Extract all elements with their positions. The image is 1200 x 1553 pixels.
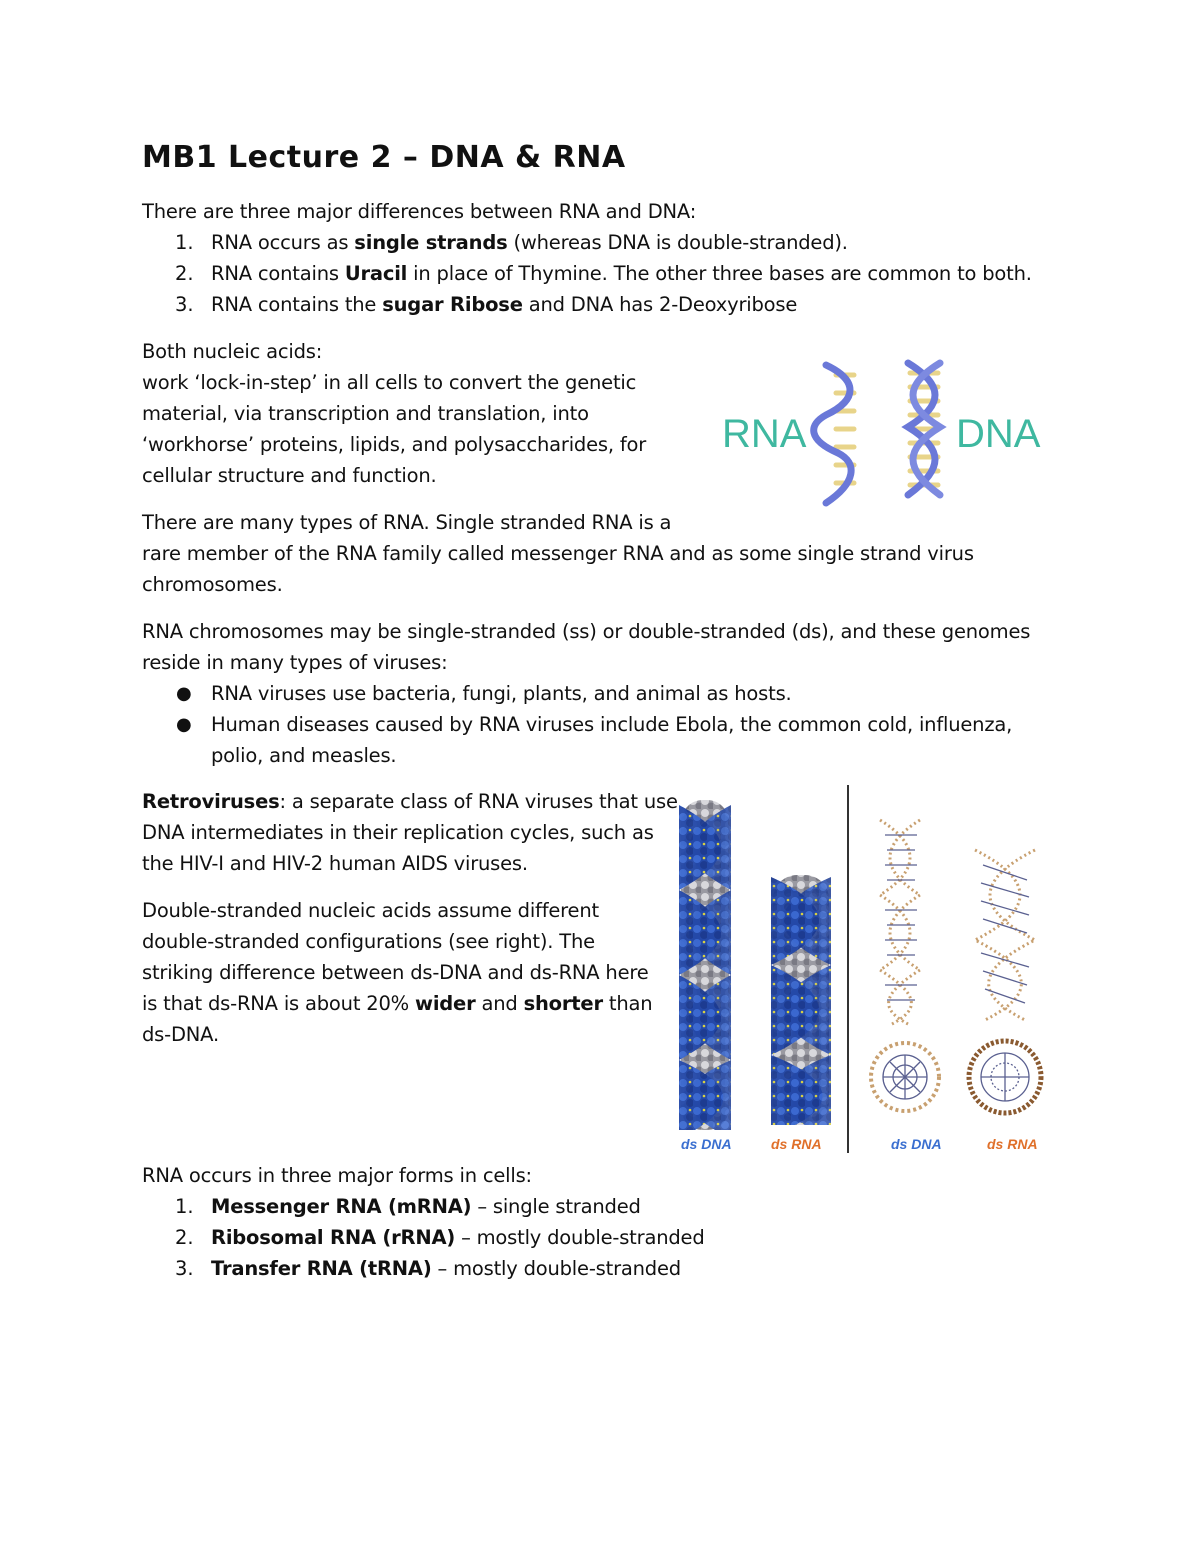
paragraph-line: cellular structure and function. (142, 464, 437, 487)
list-item: RNA contains Uracil in place of Thymine. The other three bases are common to both. (211, 262, 1032, 285)
rna-dna-helix-figure (718, 355, 1048, 510)
paragraph-line: the HIV-I and HIV-2 human AIDS viruses. (142, 852, 528, 875)
ds-dna-stick-model (871, 820, 939, 1111)
paragraph-line: ds-DNA. (142, 1023, 219, 1046)
page-title: MB1 Lecture 2 – DNA & RNA (142, 140, 626, 175)
list-item: RNA occurs as single strands (whereas DNA is double-stranded). (211, 231, 848, 254)
ds-rna-label: ds RNA (987, 1136, 1038, 1152)
forms-intro: RNA occurs in three major forms in cells: (142, 1164, 532, 1187)
intro-text: There are three major differences between RNA and DNA: (142, 200, 697, 223)
list-item: RNA contains the sugar Ribose and DNA has 2-Deoxyribose (211, 293, 798, 316)
ds-rna-label: ds RNA (771, 1136, 822, 1152)
paragraph-line: There are many types of RNA. Single stranded RNA is a (142, 511, 672, 534)
ds-rna-spacefill-model (771, 875, 831, 1125)
ds-dna-label: ds DNA (681, 1136, 732, 1152)
bullet-icon: ● (176, 714, 192, 735)
ds-helix-comparison-figure (665, 785, 1085, 1160)
paragraph-line: work ‘lock-in-step’ in all cells to convert the genetic (142, 371, 637, 394)
ds-rna-stick-model (969, 850, 1041, 1113)
list-number: 2. (175, 1226, 194, 1249)
paragraph-line: RNA chromosomes may be single-stranded (ss) or double-stranded (ds), and these genomes (142, 620, 1031, 643)
list-item: Ribosomal RNA (rRNA) – mostly double-stranded (211, 1226, 705, 1249)
paragraph-line: double-stranded configurations (see right). The (142, 930, 595, 953)
list-item: Human diseases caused by RNA viruses include Ebola, the common cold, influenza, (211, 713, 1013, 736)
list-number: 3. (175, 293, 194, 316)
bullet-icon: ● (176, 683, 192, 704)
ds-dna-spacefill-model (679, 800, 731, 1130)
paragraph-line: Double-stranded nucleic acids assume different (142, 899, 599, 922)
paragraph-line: ‘workhorse’ proteins, lipids, and polysaccharides, for (142, 433, 647, 456)
rna-figure-label: RNA (722, 412, 807, 456)
list-item-continuation: polio, and measles. (211, 744, 397, 767)
ds-dna-label: ds DNA (891, 1136, 942, 1152)
dna-figure-label: DNA (956, 412, 1041, 456)
list-number: 1. (175, 231, 194, 254)
paragraph-line: DNA intermediates in their replication cycles, such as (142, 821, 654, 844)
paragraph-line: is that ds-RNA is about 20% wider and shorter than (142, 992, 653, 1015)
retroviruses-line: Retroviruses: a separate class of RNA viruses that use (142, 790, 678, 813)
list-number: 2. (175, 262, 194, 285)
paragraph-line: reside in many types of viruses: (142, 651, 448, 674)
list-item: RNA viruses use bacteria, fungi, plants, and animal as hosts. (211, 682, 792, 705)
list-item: Messenger RNA (mRNA) – single stranded (211, 1195, 641, 1218)
paragraph-line: chromosomes. (142, 573, 283, 596)
paragraph-line: striking difference between ds-DNA and ds-RNA here (142, 961, 649, 984)
paragraph-line: rare member of the RNA family called messenger RNA and as some single strand virus (142, 542, 974, 565)
rna-single-strand (814, 365, 854, 503)
both-heading: Both nucleic acids: (142, 340, 323, 363)
paragraph-line: material, via transcription and translation, into (142, 402, 589, 425)
list-item: Transfer RNA (tRNA) – mostly double-stranded (211, 1257, 681, 1280)
list-number: 1. (175, 1195, 194, 1218)
list-number: 3. (175, 1257, 194, 1280)
dna-double-strand (908, 363, 940, 495)
